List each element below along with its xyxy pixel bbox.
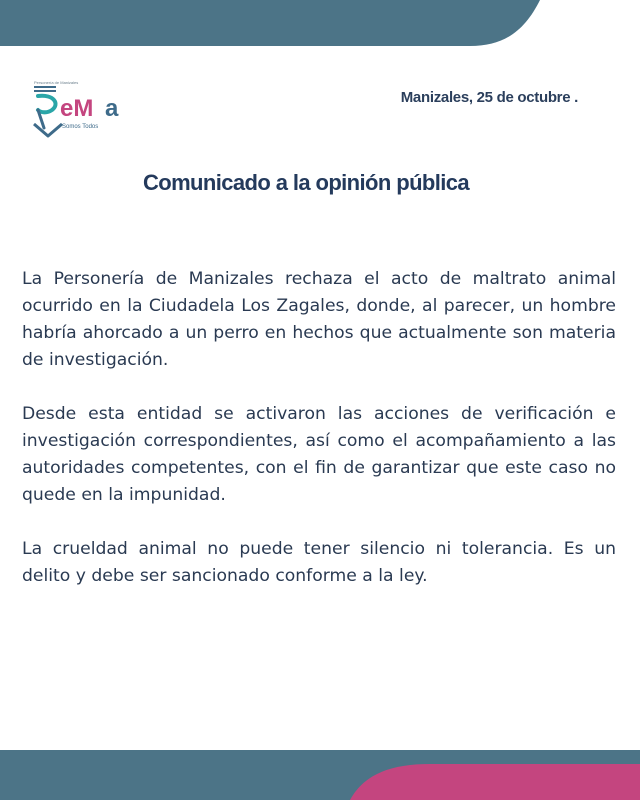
bottom-decorative-band — [0, 750, 640, 800]
personeria-logo — [30, 82, 125, 142]
body-paragraph-3: La crueldad animal no puede tener silencio ni tolerancia. Es un delito y debe ser sancionado conforme a la ley. — [22, 539, 616, 586]
body-paragraph-2: Desde esta entidad se activaron las acciones de verificación e investigación correspondientes, así como el acompañamiento a las autoridades competentes, con el fin de garantizar que este caso no quede en la impunidad. — [22, 404, 616, 505]
logo-letter-a: a — [105, 95, 119, 122]
body-paragraph-1: La Personería de Manizales rechaza el acto de maltrato animal ocurrido en la Ciudadela Los Zagales, donde, al parecer, un hombre habría ahorcado a un perro en hechos que actualmente son materia de investigación. — [22, 269, 616, 370]
top-decorative-band — [0, 0, 640, 46]
logo-subtitle: Somos Todos — [62, 124, 99, 130]
logo-chevron-shape — [34, 124, 62, 136]
logo-bar-mid — [34, 90, 56, 92]
logo-letters-em: eM — [60, 95, 94, 122]
document-date: Manizales, 25 de octubre . — [400, 89, 578, 106]
document-title: Comunicado a la opinión pública — [142, 170, 470, 195]
bottom-accent-shape — [350, 764, 640, 800]
logo-bar-top — [34, 86, 56, 88]
document-body — [22, 266, 616, 617]
top-band-shape — [0, 0, 540, 46]
logo-p-shape — [38, 96, 56, 113]
logo-caption: Personería de Manizales — [34, 80, 79, 85]
